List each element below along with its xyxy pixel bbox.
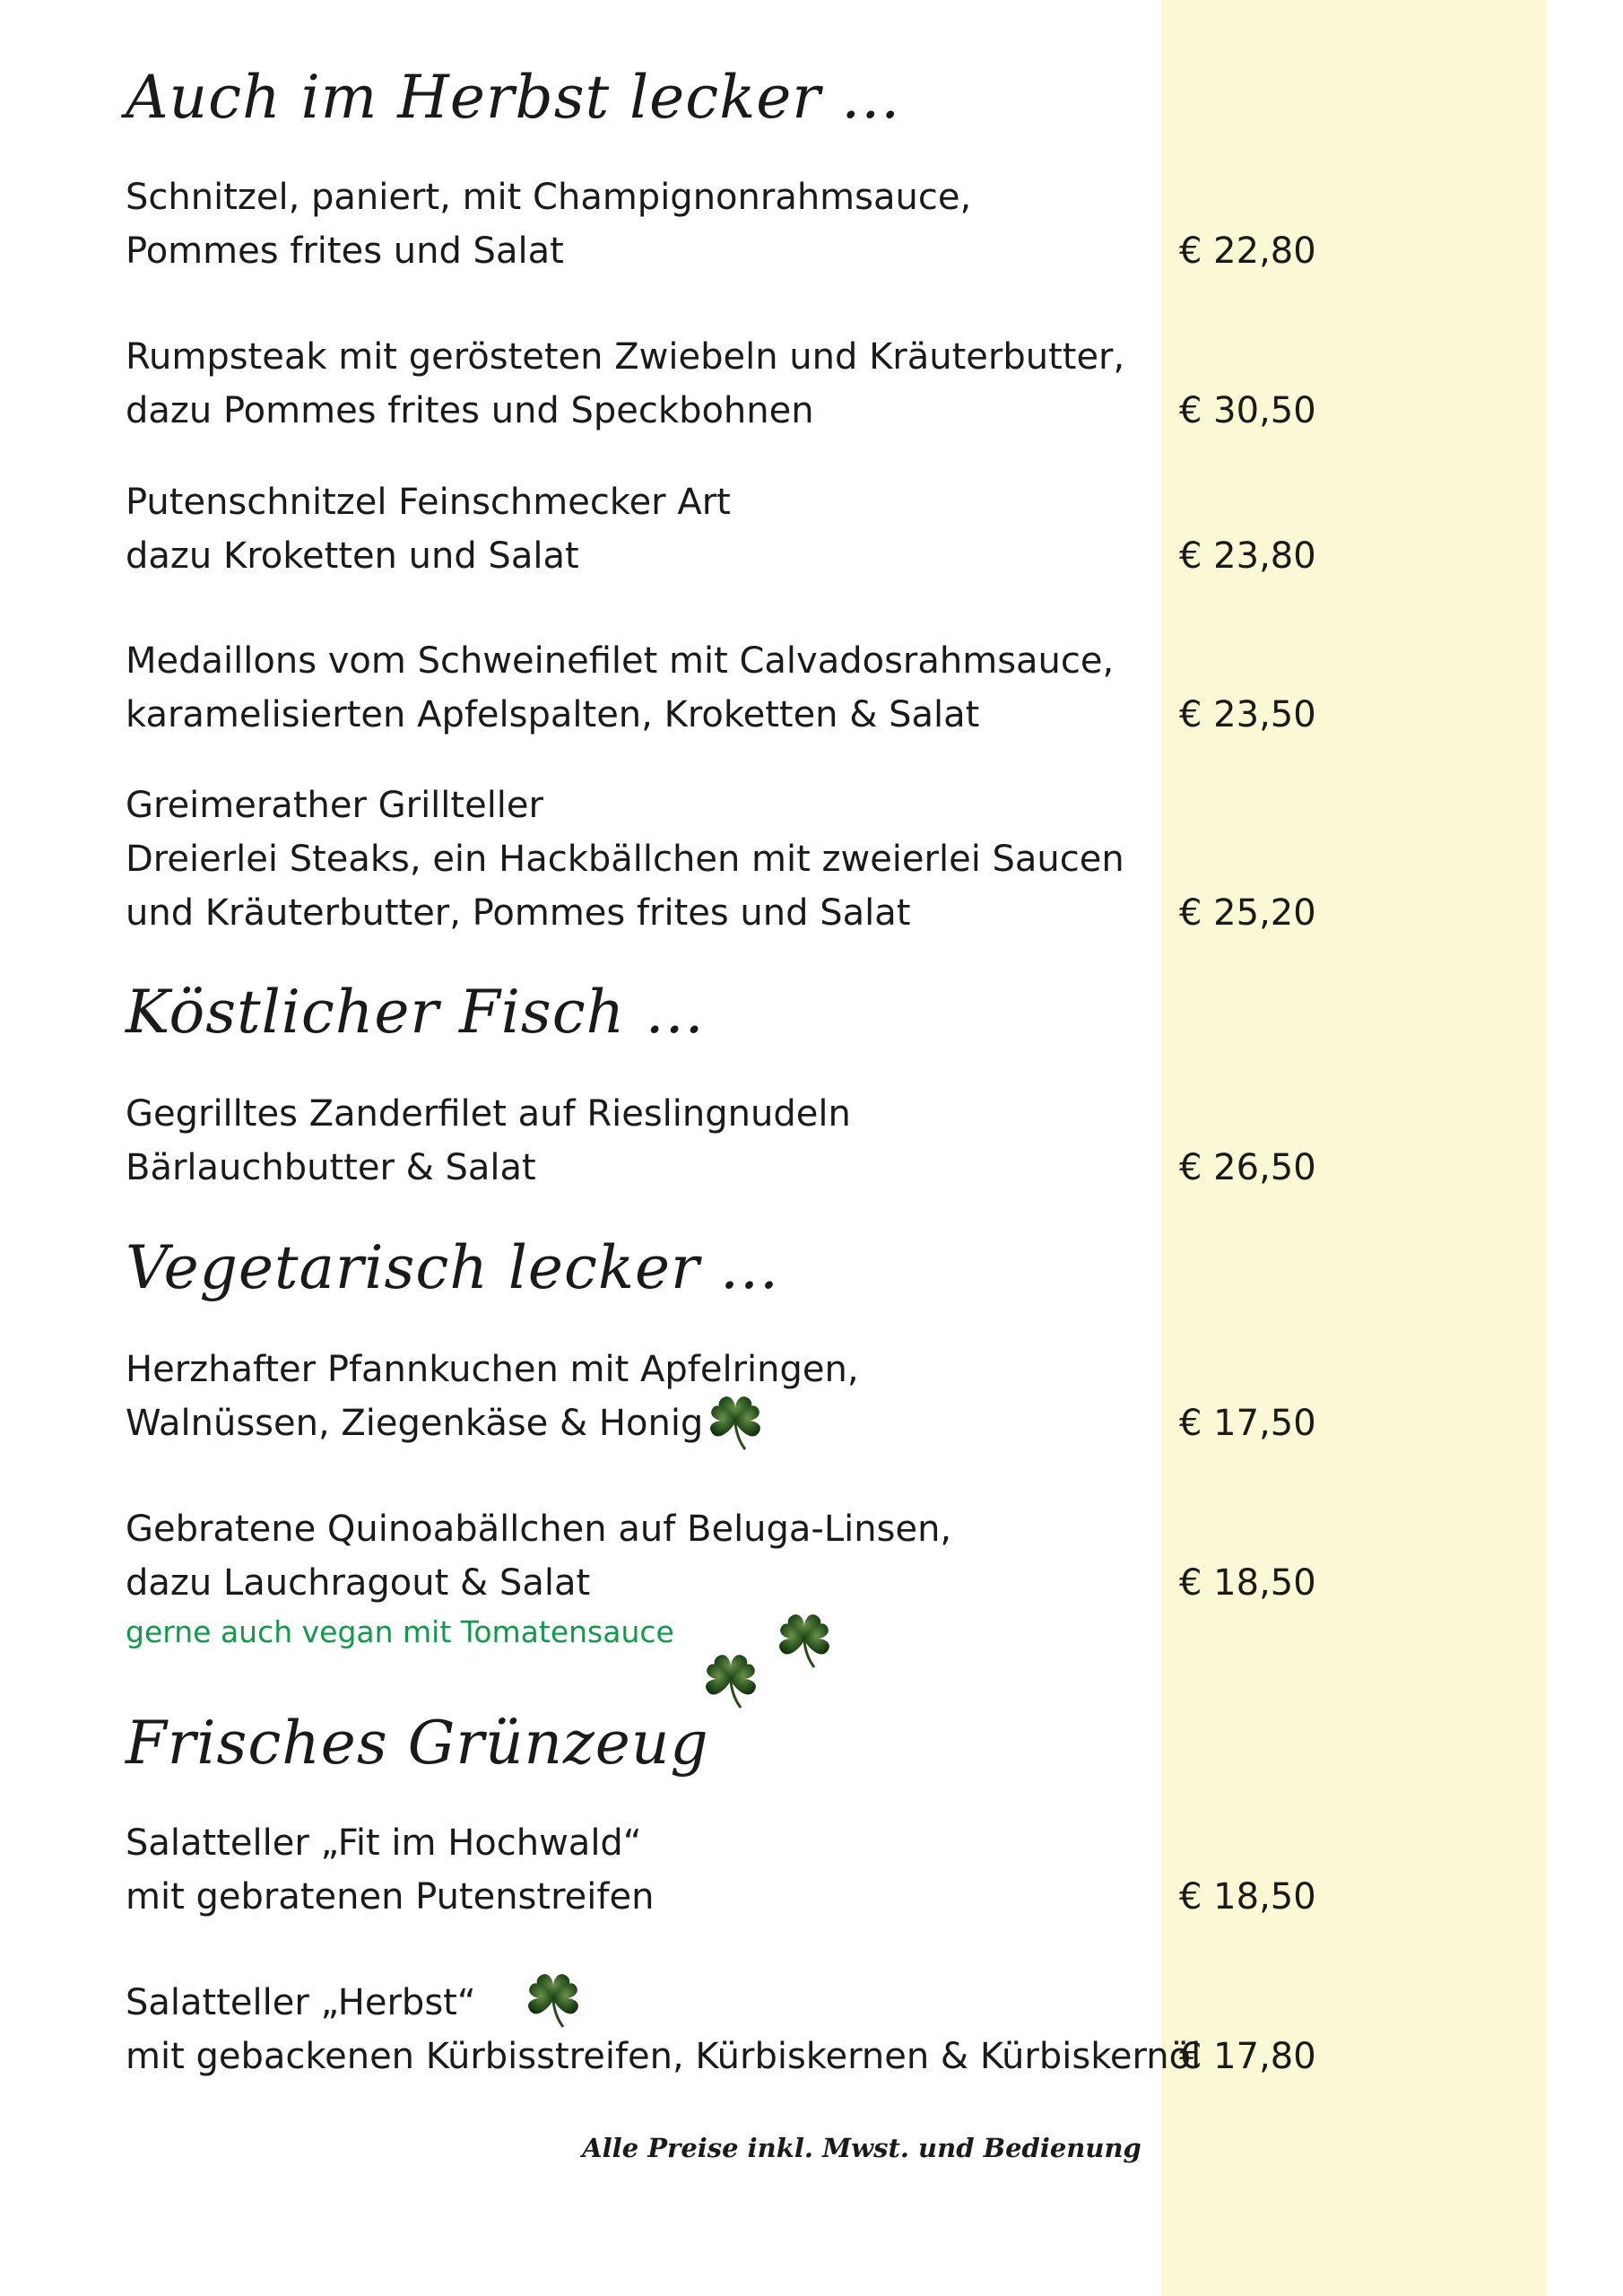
item-description: mit gebratenen Putenstreifen bbox=[126, 1876, 655, 1918]
item-price: € 26,50 bbox=[1179, 1147, 1316, 1188]
item-description: Gebratene Quinoabällchen auf Beluga-Linsen, bbox=[126, 1509, 952, 1550]
item-description: und Kräuterbutter, Pommes frites und Salat bbox=[126, 892, 911, 934]
item-description: mit gebackenen Kürbisstreifen, Kürbiskernen & Kürbiskernöl bbox=[126, 2036, 1202, 2077]
item-description: Bärlauchbutter & Salat bbox=[126, 1147, 536, 1188]
item-price: € 30,50 bbox=[1179, 390, 1316, 431]
price-footnote: Alle Preise inkl. Mwst. und Bedienung bbox=[582, 2133, 1141, 2163]
item-description: Schnitzel, paniert, mit Champignonrahmsauce, bbox=[126, 177, 972, 218]
item-description: Medaillons vom Schweinefilet mit Calvadosrahmsauce, bbox=[126, 640, 1115, 682]
item-price: € 17,50 bbox=[1179, 1403, 1316, 1444]
item-price: € 18,50 bbox=[1179, 1562, 1316, 1604]
section-heading-herbst: Auch im Herbst lecker … bbox=[126, 63, 901, 132]
item-price: € 23,80 bbox=[1179, 535, 1316, 577]
item-description: dazu Pommes frites und Speckbohnen bbox=[126, 390, 814, 431]
shamrock-icon bbox=[773, 1608, 836, 1671]
item-description: Pommes frites und Salat bbox=[126, 230, 564, 272]
item-description: Dreierlei Steaks, ein Hackbällchen mit zweierlei Saucen bbox=[126, 839, 1124, 880]
item-description: karamelisierten Apfelspalten, Kroketten & Salat bbox=[126, 694, 980, 735]
item-description: Salatteller „Herbst“ bbox=[126, 1982, 476, 2023]
item-description: Greimerather Grillteller bbox=[126, 785, 543, 826]
item-description: Gegrilltes Zanderfilet auf Rieslingnudeln bbox=[126, 1093, 851, 1135]
section-heading-gruenzeug: Frisches Grünzeug bbox=[126, 1709, 709, 1778]
item-price: € 25,20 bbox=[1179, 892, 1316, 934]
item-description: Herzhafter Pfannkuchen mit Apfelringen, bbox=[126, 1349, 859, 1390]
shamrock-icon bbox=[699, 1648, 762, 1711]
vegan-note: gerne auch vegan mit Tomatensauce bbox=[126, 1614, 674, 1649]
item-price: € 22,80 bbox=[1179, 230, 1316, 272]
item-description: Putenschnitzel Feinschmecker Art bbox=[126, 482, 731, 523]
item-description: dazu Kroketten und Salat bbox=[126, 535, 579, 577]
item-description: Walnüssen, Ziegenkäse & Honig bbox=[126, 1403, 704, 1444]
shamrock-icon bbox=[704, 1390, 767, 1453]
section-heading-vegetarisch: Vegetarisch lecker … bbox=[126, 1233, 780, 1302]
item-description: Rumpsteak mit gerösteten Zwiebeln und Kräuterbutter, bbox=[126, 336, 1125, 378]
section-heading-fisch: Köstlicher Fisch … bbox=[126, 978, 706, 1047]
item-price: € 23,50 bbox=[1179, 694, 1316, 735]
shamrock-icon bbox=[522, 1968, 585, 2031]
item-price: € 17,80 bbox=[1179, 2036, 1316, 2077]
item-price: € 18,50 bbox=[1179, 1876, 1316, 1918]
item-description: Salatteller „Fit im Hochwald“ bbox=[126, 1822, 642, 1864]
item-description: dazu Lauchragout & Salat bbox=[126, 1562, 591, 1604]
